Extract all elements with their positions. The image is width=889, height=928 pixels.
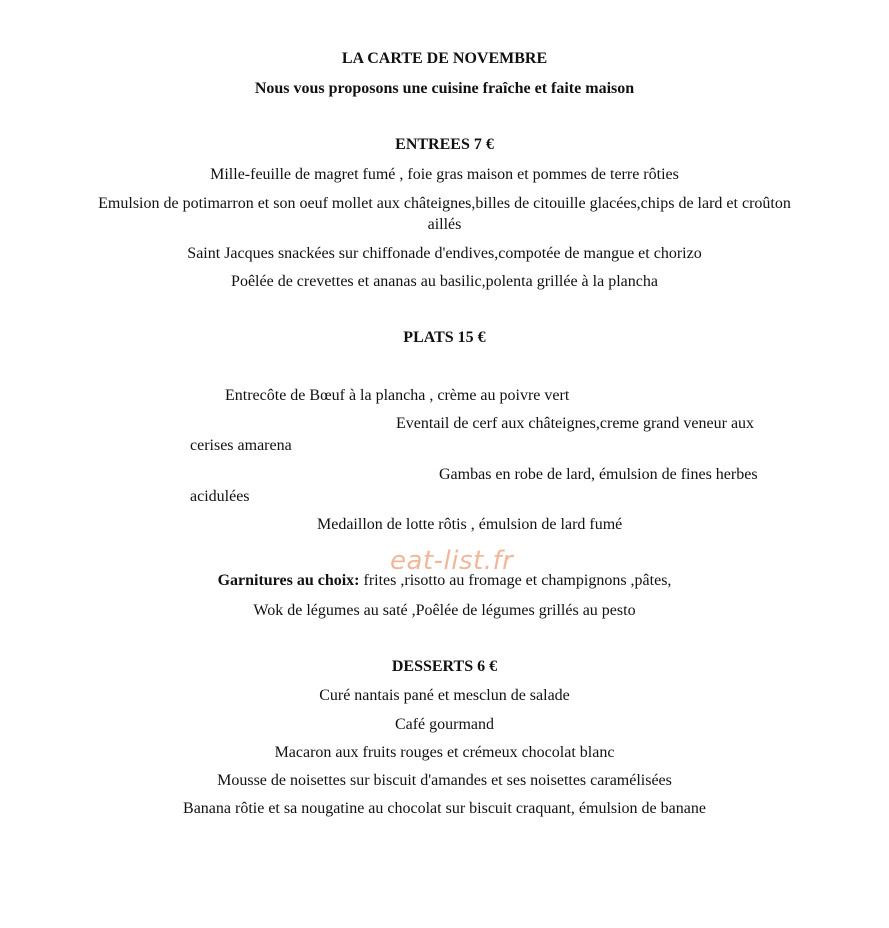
plat-item: Gambas en robe de lard, émulsion de fines herbes: [439, 466, 758, 483]
garnitures-label: Garnitures au choix:: [217, 572, 360, 589]
entree-item-continuation: aillés: [427, 216, 462, 233]
entree-item: Mille-feuille de magret fumé , foie gras maison et pommes de terre rôties: [210, 166, 679, 183]
plat-item: Medaillon de lotte rôtis , émulsion de lard fumé: [317, 516, 623, 533]
dessert-item: Banana rôtie et sa nougatine au chocolat sur biscuit craquant, émulsion de banane: [183, 800, 706, 817]
entree-item: Emulsion de potimarron et son oeuf mollet aux châteignes,billes de citouille glacées,chips de lard et croûton: [98, 195, 791, 212]
menu-title: LA CARTE DE NOVEMBRE: [341, 50, 548, 67]
plats-heading: PLATS 15 €: [403, 329, 486, 346]
plat-item: Entrecôte de Bœuf à la plancha , crème au poivre vert: [225, 387, 570, 404]
plat-item-continuation: acidulées: [190, 488, 250, 505]
menu-subtitle: Nous vous proposons une cuisine fraîche et faite maison: [254, 80, 635, 97]
entrees-heading: ENTREES 7 €: [395, 136, 494, 153]
garnitures-line-2: Wok de légumes au saté ,Poêlée de légumes grillés au pesto: [253, 602, 636, 619]
dessert-item: Macaron aux fruits rouges et crémeux chocolat blanc: [274, 744, 615, 761]
plat-item: Eventail de cerf aux châteignes,creme grand veneur aux: [396, 415, 755, 432]
entree-item: Saint Jacques snackées sur chiffonade d'endives,compotée de mangue et chorizo: [187, 245, 702, 262]
watermark: eat-list.fr: [390, 546, 514, 576]
dessert-item: Curé nantais pané et mesclun de salade: [319, 687, 570, 704]
entree-item: Poêlée de crevettes et ananas au basilic,polenta grillée à la plancha: [231, 273, 658, 290]
garnitures-options: frites ,risotto au fromage et champignons ,pâtes,: [359, 572, 672, 589]
garnitures-line: [0, 572, 889, 590]
dessert-item: Mousse de noisettes sur biscuit d'amandes et ses noisettes caramélisées: [217, 772, 672, 789]
desserts-heading: DESSERTS 6 €: [391, 658, 498, 675]
dessert-item: Café gourmand: [394, 716, 495, 733]
plat-item-continuation: cerises amarena: [190, 437, 292, 454]
